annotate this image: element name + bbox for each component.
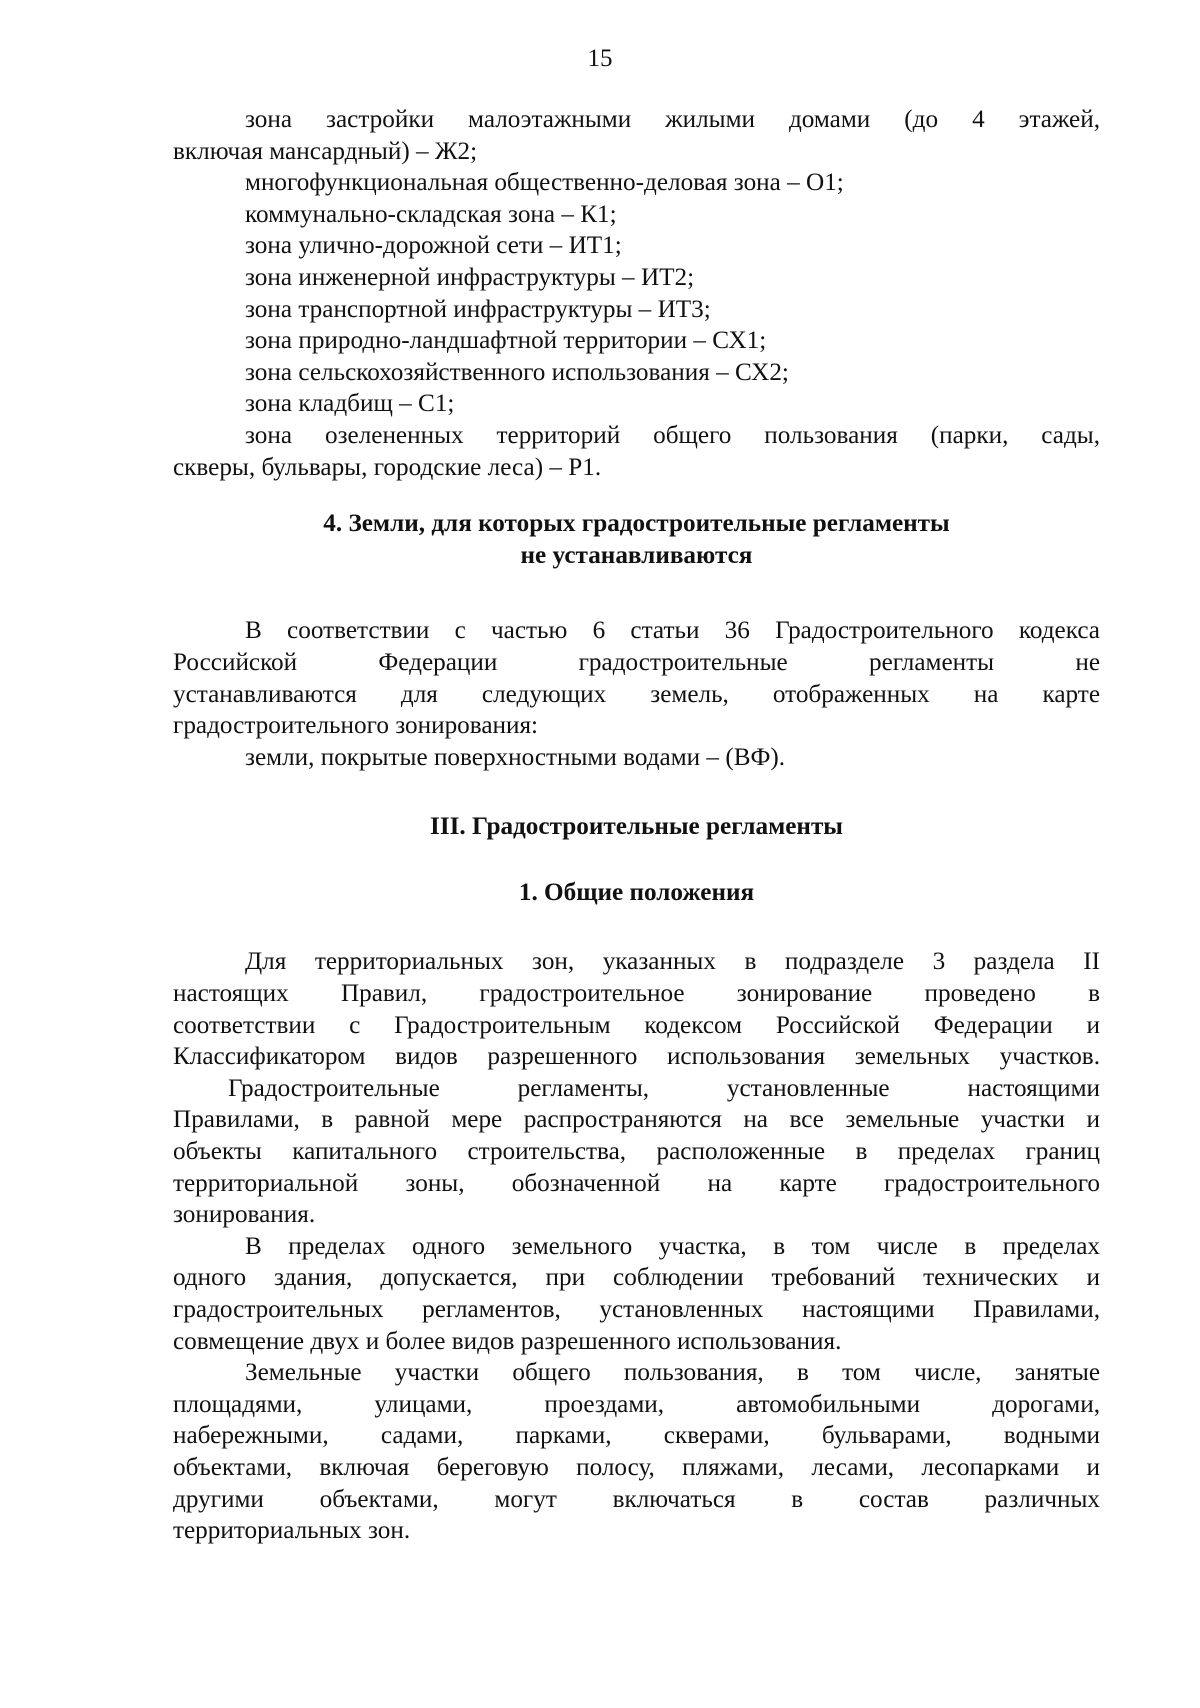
paragraph-line: территориальной зоны, обозначенной на карте градостроительного bbox=[173, 1169, 1100, 1197]
zone-item: зона инженерной инфраструктуры – ИТ2; bbox=[245, 263, 695, 291]
zone-item: зона сельскохозяйственного использования – СХ2; bbox=[245, 358, 789, 386]
paragraph-line: соответствии с Градостроительным кодексом Российской Федерации и bbox=[173, 1011, 1100, 1039]
paragraph-line: объектами, включая береговую полосу, пляжами, лесами, лесопарками и bbox=[173, 1453, 1100, 1481]
paragraph-line: другими объектами, могут включаться в состав различных bbox=[173, 1485, 1100, 1513]
paragraph-line: Классификатором видов разрешенного использования земельных участков. bbox=[173, 1043, 1100, 1071]
page-body bbox=[173, 104, 1100, 1547]
section-4-heading-line-2: не устанавливаются bbox=[520, 541, 753, 569]
zone-item: зона улично-дорожной сети – ИТ1; bbox=[245, 232, 622, 260]
paragraph-line: объекты капитального строительства, расположенные в пределах границ bbox=[173, 1138, 1100, 1166]
paragraph-line: площадями, улицами, проездами, автомобильными дорогами, bbox=[173, 1390, 1100, 1418]
zone-item: зона природно-ландшафтной территории – СХ1; bbox=[245, 327, 767, 355]
zone-item: коммунально-складская зона – К1; bbox=[245, 200, 617, 228]
paragraph-line: совмещение двух и более видов разрешенного использования. bbox=[173, 1327, 842, 1355]
zone-item: зона кладбищ – С1; bbox=[245, 390, 455, 418]
section-4-item: земли, покрытые поверхностными водами – (ВФ). bbox=[245, 743, 786, 771]
section-3-heading: III. Градостроительные регламенты bbox=[430, 813, 843, 841]
section-4-paragraph-line: Российской Федерации градостроительные регламенты не bbox=[173, 648, 1100, 676]
section-4-paragraph-line: градостроительного зонирования: bbox=[173, 712, 539, 740]
paragraph-line: одного здания, допускается, при соблюдении требований технических и bbox=[173, 1264, 1100, 1292]
zone-item: зона транспортной инфраструктуры – ИТ3; bbox=[245, 295, 711, 323]
zone-zh2-line-2: включая мансардный) – Ж2; bbox=[173, 137, 478, 165]
paragraph-line: Градостроительные регламенты, установленные настоящими bbox=[228, 1074, 1100, 1102]
page-number: 15 bbox=[587, 45, 613, 72]
section-4-paragraph-line: устанавливаются для следующих земель, отображенных на карте bbox=[173, 680, 1100, 708]
zone-item: многофункциональная общественно-деловая зона – О1; bbox=[245, 169, 844, 197]
paragraph-line: зонирования. bbox=[173, 1201, 316, 1229]
section-4-paragraph-line: В соответствии с частью 6 статьи 36 Градостроительного кодекса bbox=[245, 617, 1100, 645]
paragraph-line: Правилами, в равной мере распространяются на все земельные участки и bbox=[173, 1106, 1100, 1134]
paragraph-line: набережными, садами, парками, скверами, бульварами, водными bbox=[173, 1422, 1100, 1450]
paragraph-line: территориальных зон. bbox=[173, 1517, 411, 1545]
zone-r1-line-2: скверы, бульвары, городские леса) – Р1. bbox=[173, 453, 602, 481]
zone-zh2-line-1: зона застройки малоэтажными жилыми домами (до 4 этажей, bbox=[245, 106, 1100, 133]
general-provisions-heading: 1. Общие положения bbox=[518, 878, 755, 906]
paragraph-line: Для территориальных зон, указанных в подразделе 3 раздела II bbox=[245, 948, 1100, 976]
paragraph-line: градостроительных регламентов, установленных настоящими Правилами, bbox=[173, 1296, 1100, 1323]
zone-r1-line-1: зона озелененных территорий общего пользования (парки, сады, bbox=[245, 421, 1100, 449]
paragraph-line: Земельные участки общего пользования, в том числе, занятые bbox=[245, 1359, 1100, 1387]
paragraph-line: В пределах одного земельного участка, в том числе в пределах bbox=[245, 1232, 1100, 1260]
section-4-heading-line-1: 4. Земли, для которых градостроительные регламенты bbox=[323, 510, 950, 538]
paragraph-line: настоящих Правил, градостроительное зонирование проведено в bbox=[173, 980, 1100, 1008]
